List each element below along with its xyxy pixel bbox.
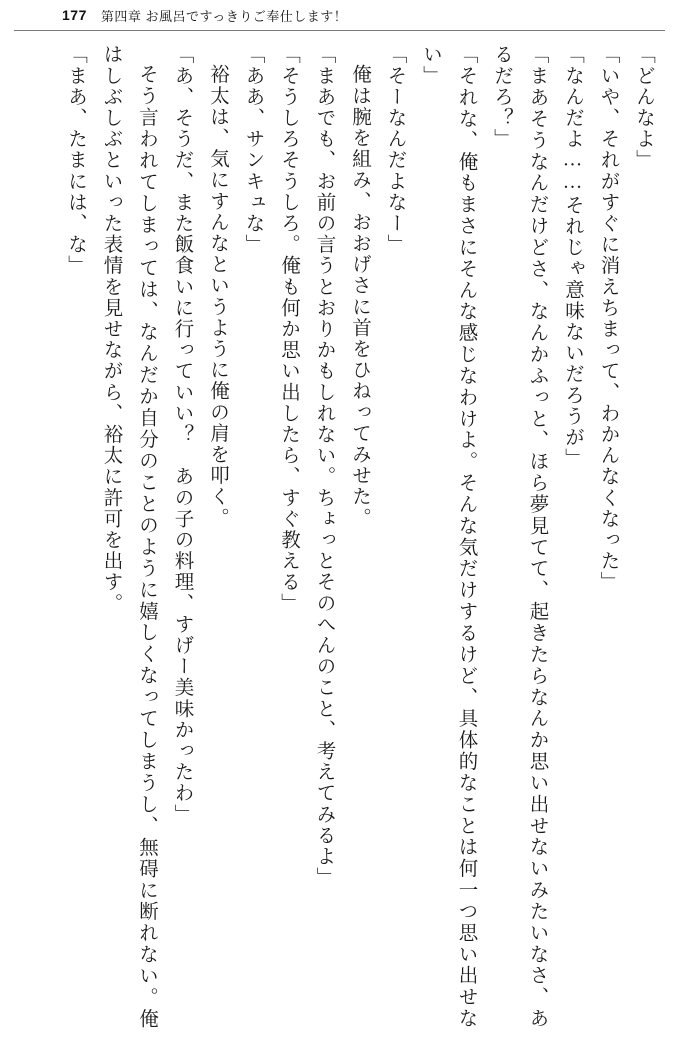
- paragraph: 「そーなんだよなー」: [384, 44, 406, 255]
- paragraph: 「そうしろそうしろ。俺も何か思い出したら、すぐ教える」: [278, 44, 299, 614]
- paragraph: 「まあでも、お前の言うとおりかもしれない。ちょっとそのへんのこと、考えてみるよ」: [313, 44, 335, 888]
- paragraph: 「まあそうなんだけどさ、なんかふっと、ほら夢見てて、起きたらなんか思い出せないみたいなさ、あるだろ？」: [491, 44, 548, 1029]
- paragraph: 「あ、そうだ、また飯食いに行っていい？ あの子の料理、すげー美味かったわ」: [171, 44, 193, 825]
- paragraph: 裕太は、気にすんなというように俺の肩を叩く。: [207, 63, 228, 528]
- header-divider: [14, 30, 665, 31]
- page-body: [18, 44, 661, 1034]
- paragraph: 俺は腕を組み、おおげさに首をひねってみせた。: [349, 63, 370, 528]
- paragraph: そう言われてしまっては、なんだか自分のことのように嬉しくなってしまうし、無碍に断れない。俺はしぶしぶといった表情を見せながら、裕太に許可を出す。: [100, 44, 157, 1029]
- page-number: 177: [62, 7, 87, 23]
- vertical-text-block: [18, 44, 661, 1029]
- paragraph: 「いや、それがすぐに消えちまって、わかんなくなった」: [597, 44, 619, 593]
- paragraph: 「ああ、サンキュな」: [242, 44, 264, 255]
- paragraph: 「まあ、たまには、な」: [65, 44, 86, 277]
- paragraph: 「なんだよ……それじゃ意味ないだろうが」: [562, 44, 583, 469]
- chapter-title: 第四章 お風呂ですっきりご奉仕します！: [100, 8, 348, 24]
- paragraph: 「それな、俺もまさにそんな感じなわけよ。そんな気だけするけど、具体的なことは何一つ思い出せない」: [420, 44, 477, 1029]
- paragraph: 「どんなよ」: [633, 44, 654, 171]
- running-header: [0, 0, 679, 30]
